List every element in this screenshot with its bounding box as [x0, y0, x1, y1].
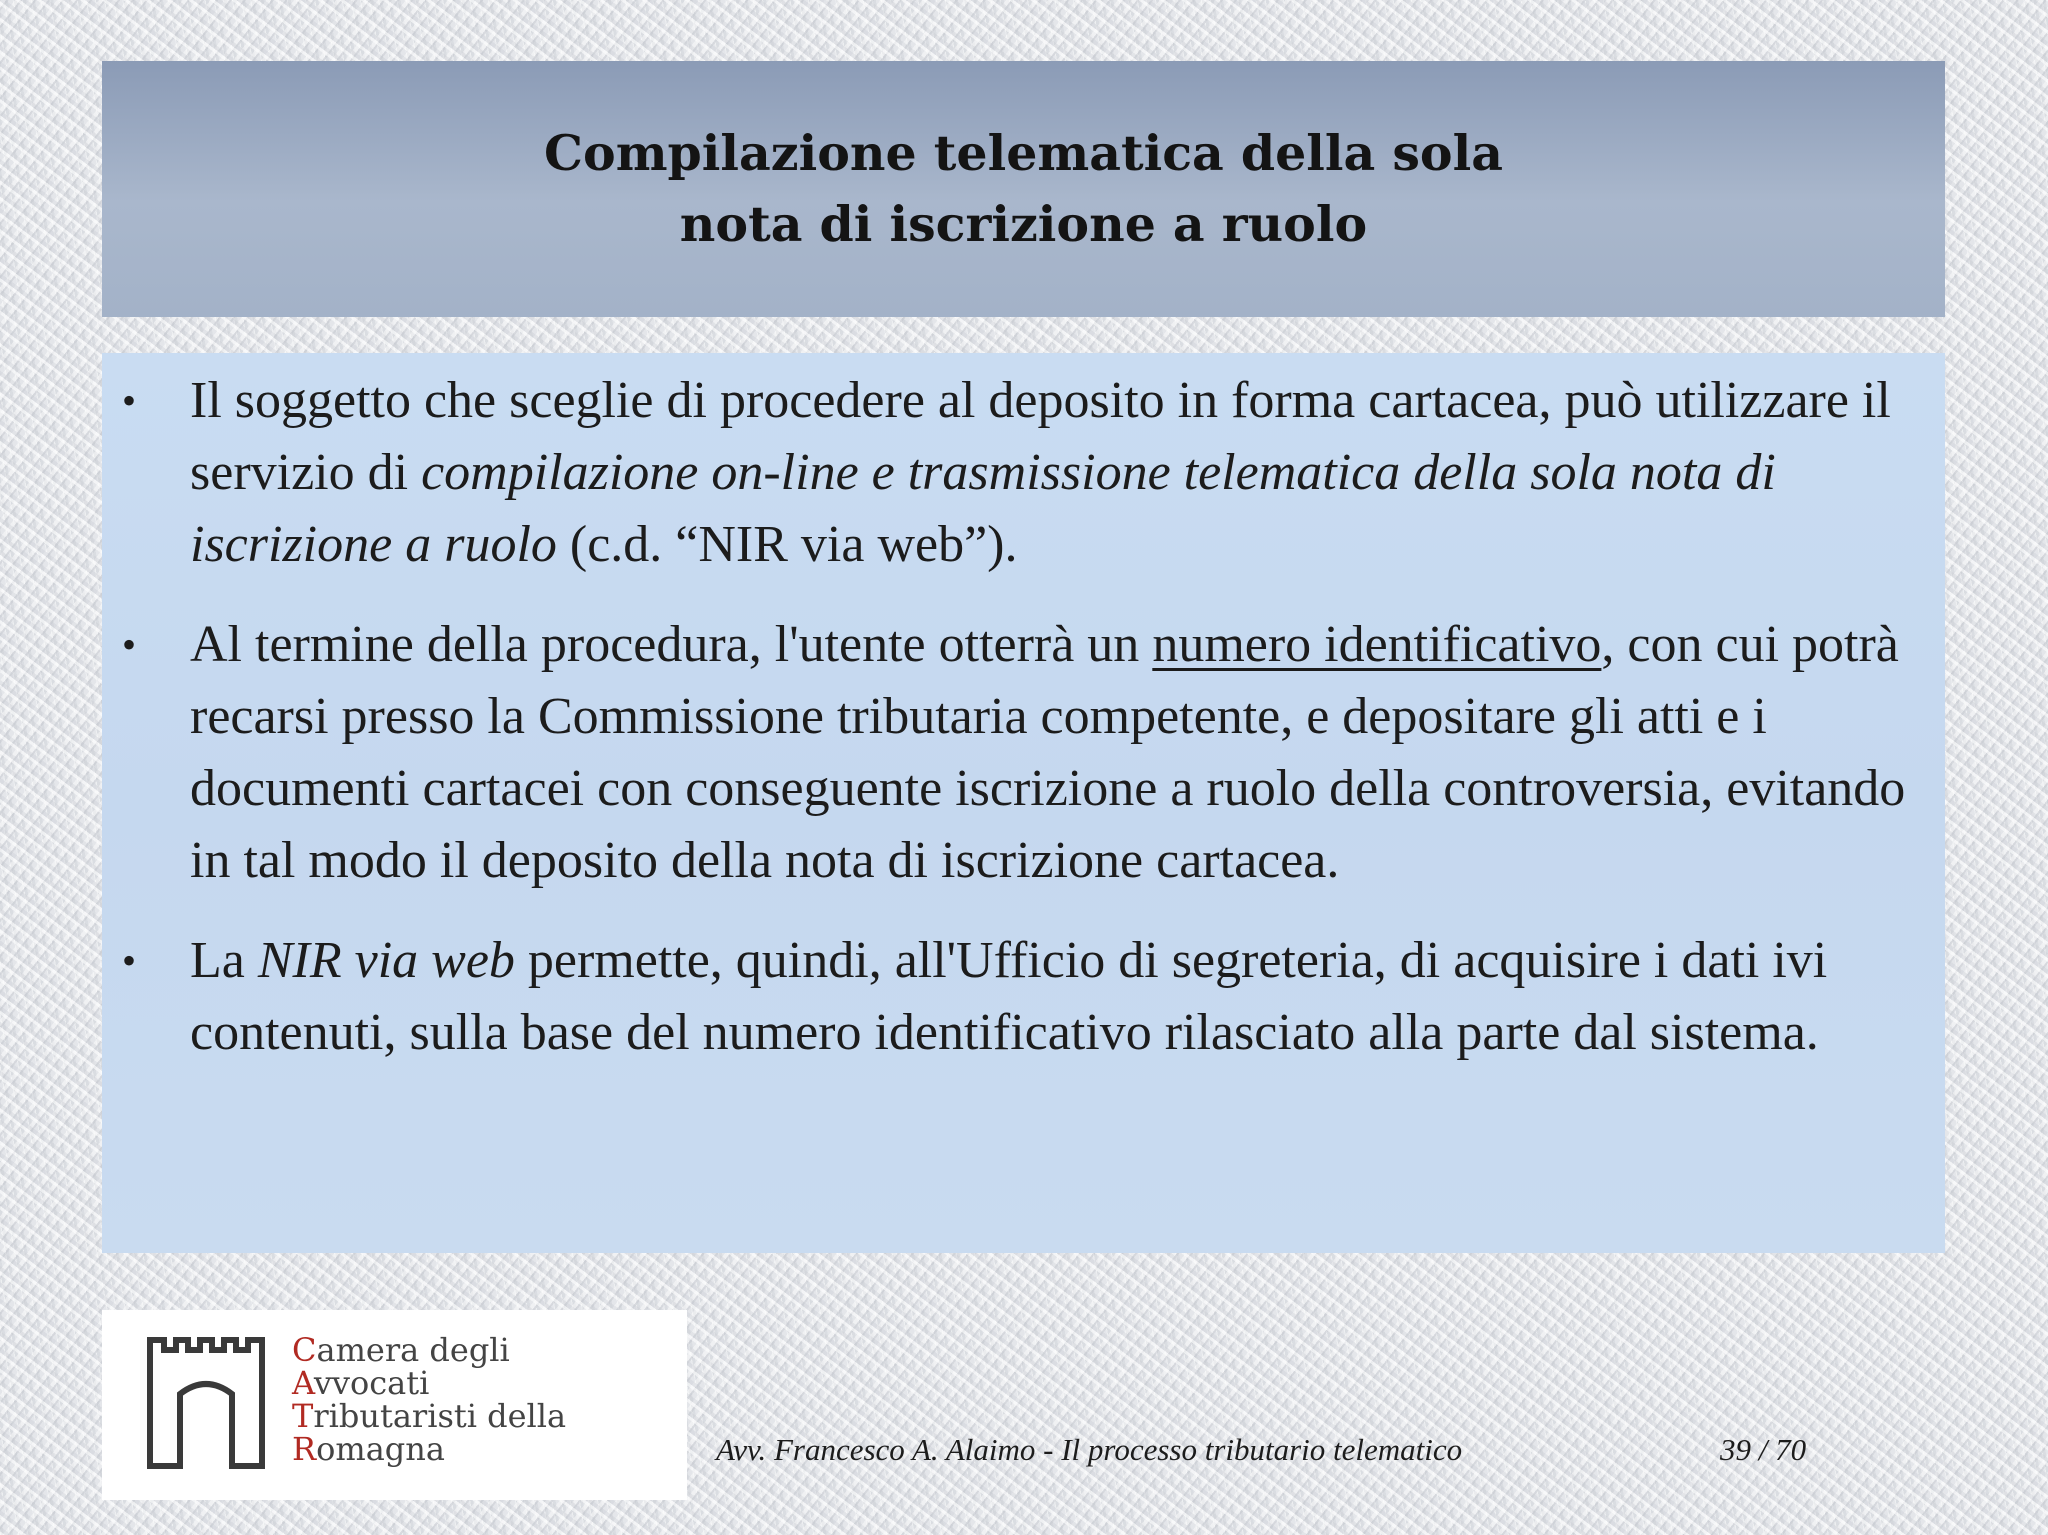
castle-tower-icon: [144, 1334, 268, 1474]
logo: [102, 1310, 687, 1500]
bullet-2-text: Al termine della procedura, l'utente otterrà un: [190, 616, 1153, 673]
slide-title-line2: nota di iscrizione a ruolo: [679, 195, 1368, 253]
bullet-1-text-end: (c.d. “NIR via web”).: [556, 516, 1018, 573]
logo-initial: C: [292, 1331, 317, 1369]
bullet-2-underlined: numero identificativo: [1152, 616, 1602, 673]
bullet-item-1: [102, 365, 1945, 581]
footer-author: Avv. Francesco A. Alaimo - Il processo tributario telematico: [716, 1432, 1463, 1467]
bullet-list: [102, 365, 1945, 1069]
logo-line-rest: amera degli: [316, 1331, 510, 1369]
logo-wordmark: [292, 1331, 567, 1468]
bullet-dot-icon: •: [122, 938, 137, 983]
bullet-1-text: Il soggetto che sceglie di procedere al deposito in forma cartacea, può utilizzare il servizio di: [190, 372, 1891, 501]
logo-line-4: [292, 1430, 566, 1468]
bullet-3-text: La: [190, 932, 258, 989]
logo-initial: R: [292, 1430, 317, 1468]
bullet-1-emphasis: compilazione on-line e trasmissione telematica della sola nota di iscrizione a ruolo: [190, 444, 1776, 573]
page-number: 39 / 70: [1720, 1432, 1807, 1467]
bullet-3-text-end: permette, quindi, all'Ufficio di segreteria, di acquisire i dati ivi contenuti, sulla base del numero identificativo rilasciato alla parte dal sistema.: [190, 932, 1828, 1061]
logo-initial: T: [292, 1397, 314, 1435]
bullet-item-2: [102, 609, 1945, 897]
slide-title-line1: Compilazione telematica della sola: [544, 124, 1503, 182]
logo-line-3: [292, 1397, 567, 1435]
title-banner: [102, 61, 1945, 317]
logo-line-rest: vvocati: [313, 1364, 430, 1402]
bullet-item-3: [102, 925, 1945, 1069]
bullet-dot-icon: •: [122, 622, 137, 667]
logo-initial: A: [292, 1364, 314, 1402]
logo-line-rest: omagna: [316, 1430, 445, 1468]
logo-line-1: [292, 1331, 566, 1369]
bullet-2-text-end: , con cui potrà recarsi presso la Commissione tributaria competente, e depositare gli atti e i documenti cartacei con conseguente iscrizione a ruolo della controversia, evitando in tal modo il deposito della nota di iscrizione cartacea.: [190, 616, 1906, 889]
content-panel: [102, 353, 1945, 1253]
logo-line-rest: ributaristi della: [313, 1397, 567, 1435]
bullet-3-emphasis: NIR via web: [257, 932, 515, 989]
bullet-dot-icon: •: [122, 378, 137, 423]
slide-title: [544, 118, 1503, 260]
logo-line-2: [292, 1364, 566, 1402]
